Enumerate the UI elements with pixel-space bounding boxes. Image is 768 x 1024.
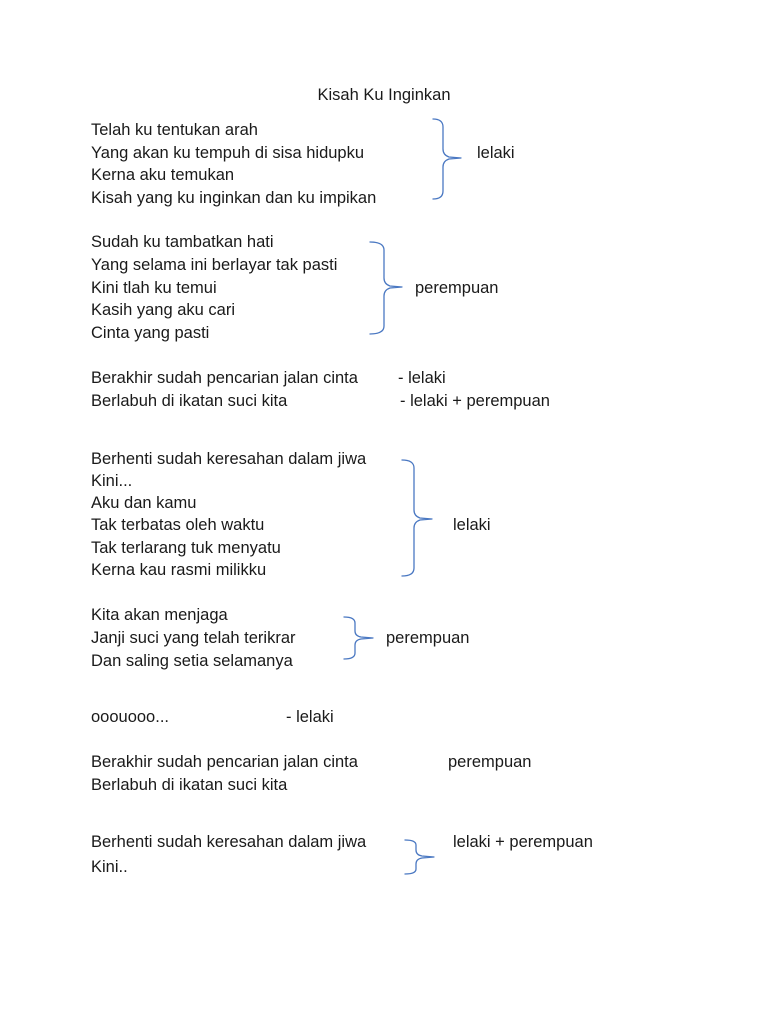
singer-label: perempuan: [386, 629, 470, 647]
singer-label: perempuan: [415, 279, 499, 297]
lyric-line: Kasih yang aku cari: [91, 301, 235, 319]
lyric-line: Kini tlah ku temui: [91, 279, 217, 297]
lyric-line: Tak terbatas oleh waktu: [91, 516, 265, 534]
lyric-line: Janji suci yang telah terikrar: [91, 629, 296, 647]
lyric-line: Berhenti sudah keresahan dalam jiwa: [91, 833, 367, 851]
singer-label: lelaki + perempuan: [453, 833, 593, 851]
lyric-line: Yang akan ku tempuh di sisa hidupku: [91, 144, 365, 162]
lyric-line: Dan saling setia selamanya: [91, 652, 293, 670]
brace-icon: [398, 456, 438, 581]
lyric-line: Berakhir sudah pencarian jalan cinta: [91, 753, 358, 771]
singer-label: - lelaki: [286, 708, 334, 726]
lyric-line: Cinta yang pasti: [91, 324, 210, 342]
lyric-line: Tak terlarang tuk menyatu: [91, 539, 281, 557]
singer-label: - lelaki + perempuan: [400, 392, 550, 410]
brace-icon: [402, 836, 442, 880]
lyric-line: Telah ku tentukan arah: [91, 121, 258, 139]
lyric-line: Kisah yang ku inginkan dan ku impikan: [91, 189, 377, 207]
singer-label: - lelaki: [398, 369, 446, 387]
song-title: Kisah Ku Inginkan: [317, 86, 451, 104]
lyric-line: Kerna kau rasmi milikku: [91, 561, 267, 579]
brace-icon: [366, 238, 406, 338]
lyric-line: Kita akan menjaga: [91, 606, 228, 624]
brace-icon: [425, 115, 465, 205]
singer-label: perempuan: [448, 753, 532, 771]
lyric-line: Berakhir sudah pencarian jalan cinta: [91, 369, 358, 387]
lyric-line: Kerna aku temukan: [91, 166, 235, 184]
singer-label: lelaki: [477, 144, 515, 162]
lyric-line: Sudah ku tambatkan hati: [91, 233, 274, 251]
singer-label: lelaki: [453, 516, 491, 534]
lyric-line: Berhenti sudah keresahan dalam jiwa: [91, 450, 367, 468]
lyric-line: Kini...: [91, 472, 133, 490]
lyric-line: Berlabuh di ikatan suci kita: [91, 776, 288, 794]
lyric-line: Aku dan kamu: [91, 494, 197, 512]
lyric-line: Kini..: [91, 858, 128, 876]
brace-icon: [341, 613, 381, 665]
lyric-line: Yang selama ini berlayar tak pasti: [91, 256, 338, 274]
lyric-line: Berlabuh di ikatan suci kita: [91, 392, 288, 410]
lyric-line: ooouooo...: [91, 708, 169, 726]
